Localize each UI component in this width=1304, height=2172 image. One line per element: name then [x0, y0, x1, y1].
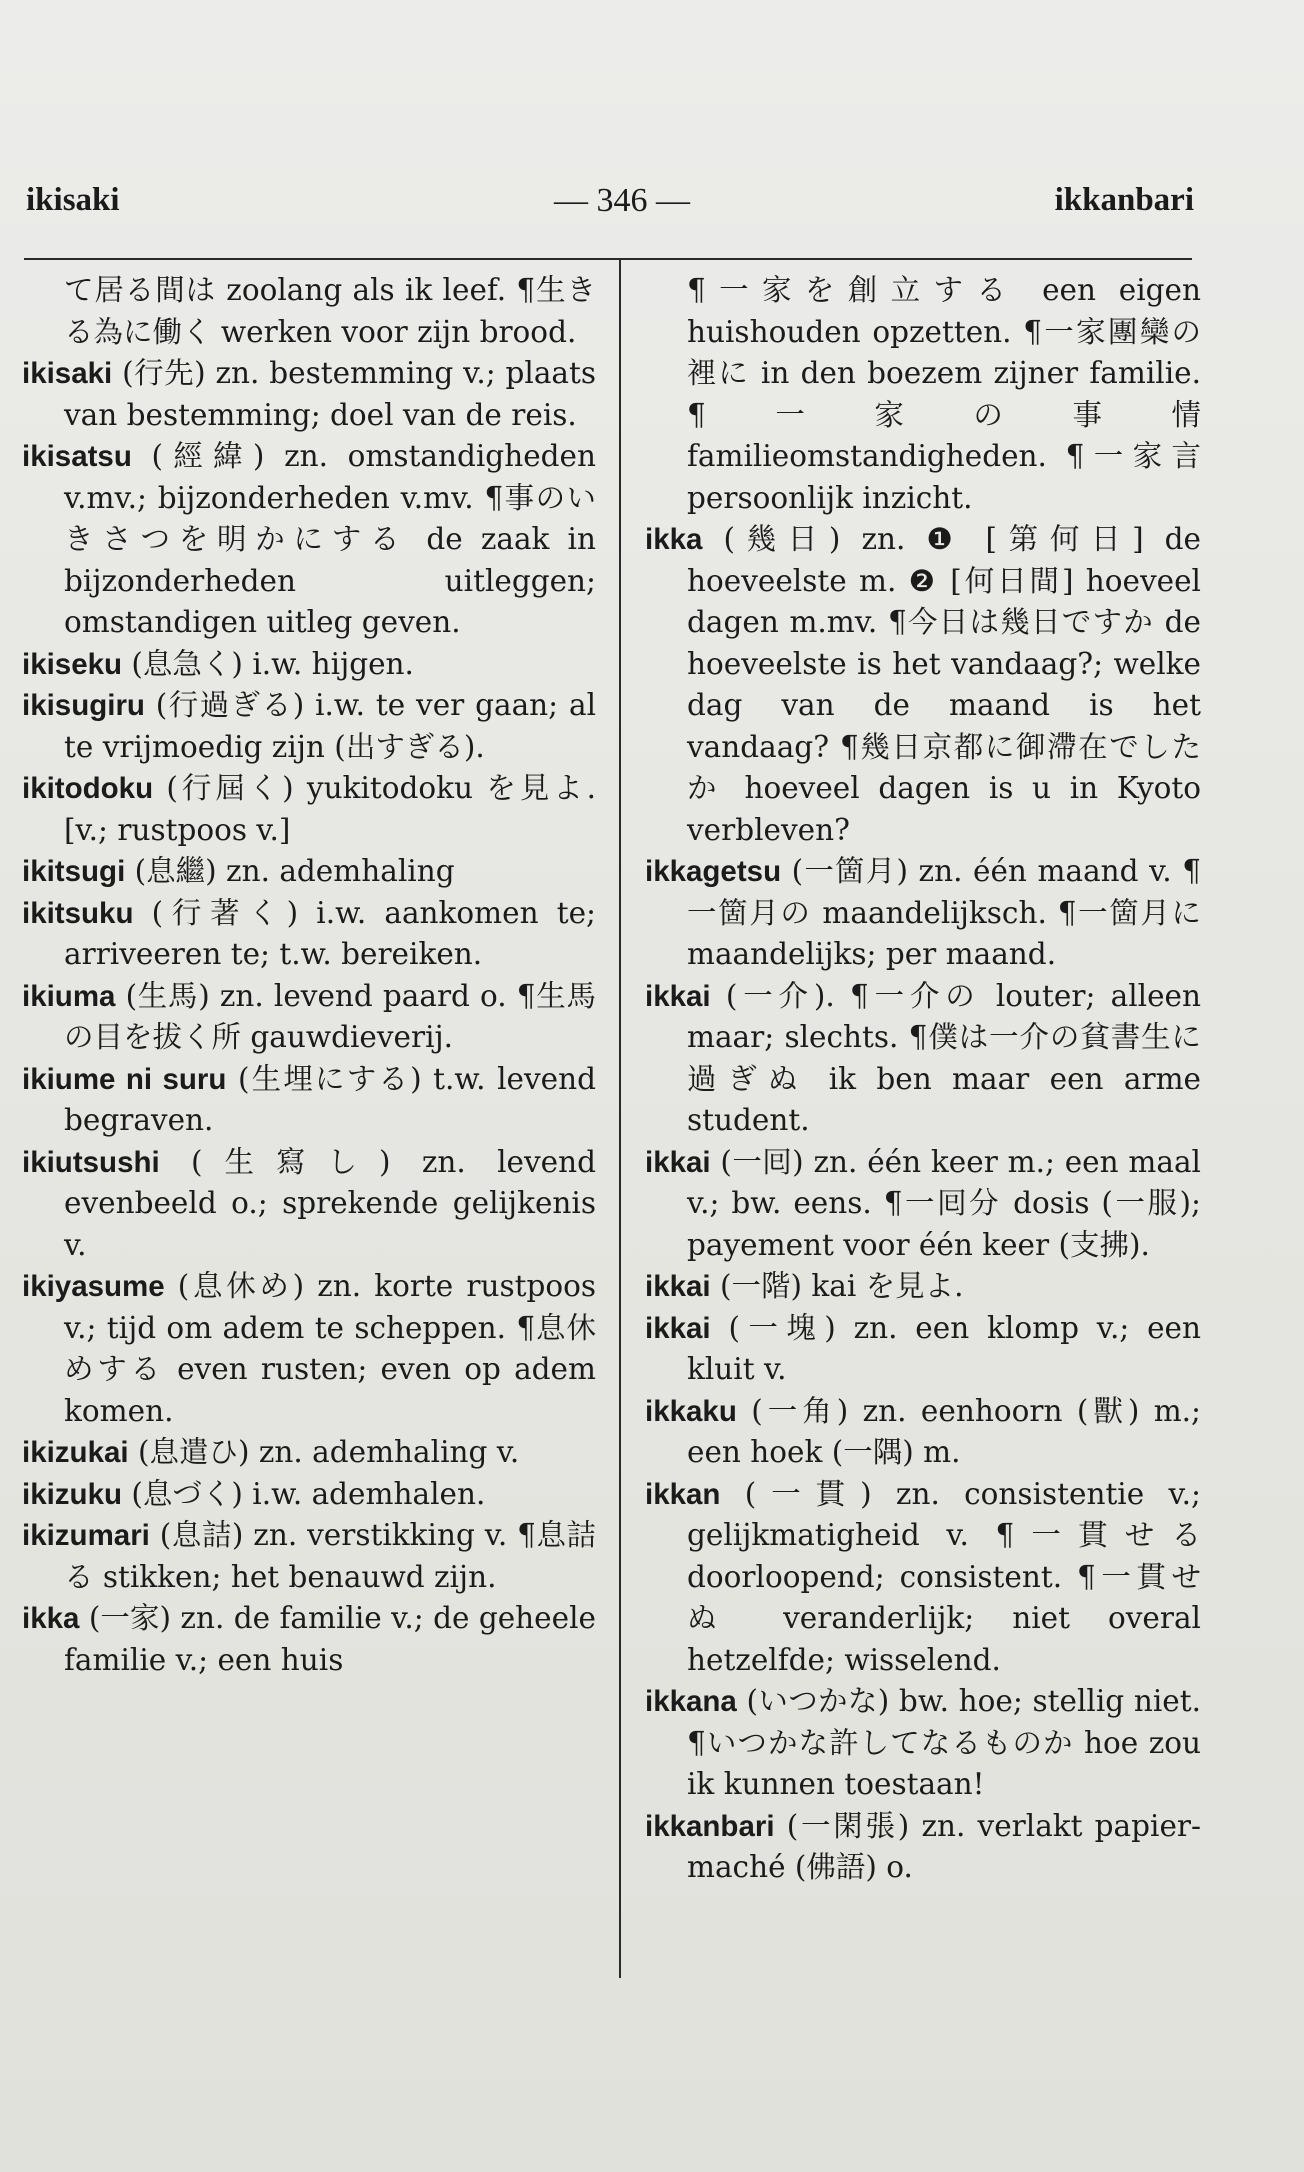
- page-header: [26, 182, 1194, 242]
- entry-headword: ikiume ni suru: [22, 1062, 227, 1096]
- entry-body: (一介). ¶一介の louter; alleen maar; slechts. ¶僕は一介の貧書生に過ぎぬ ik ben maar een arme student.: [687, 978, 1201, 1137]
- dictionary-entry: [645, 519, 1201, 851]
- entry-body: (行著く) i.w. aankomen te; arriveeren te; t.w. bereiken.: [64, 895, 596, 971]
- left-column: [22, 270, 596, 1681]
- entry-headword: ikkai: [645, 979, 711, 1013]
- dictionary-entry: [22, 893, 596, 976]
- entry-body: (息遣ひ) zn. ademhaling v.: [128, 1435, 520, 1469]
- dictionary-entry: [22, 976, 596, 1059]
- entry-body: (行過ぎる) i.w. te ver gaan; al te vrijmoedig zijn (出すぎる).: [64, 688, 596, 764]
- entry-headword: ikiutsushi: [22, 1145, 160, 1179]
- dictionary-entry: [22, 1598, 596, 1681]
- entry-headword: ikiuma: [22, 979, 116, 1013]
- dictionary-entry: [22, 644, 596, 686]
- dictionary-entry: [645, 851, 1201, 976]
- entry-headword: ikiseku: [22, 647, 123, 681]
- entry-headword: ikizumari: [22, 1519, 150, 1552]
- dictionary-entry: [22, 270, 596, 353]
- entry-headword: ikkan: [645, 1477, 721, 1511]
- entry-headword: ikkagetsu: [645, 855, 782, 888]
- entry-headword: ikkai: [645, 1311, 711, 1345]
- entry-headword: ikkai: [645, 1270, 711, 1303]
- entry-body: (息休め) zn. korte rustpoos v.; tijd om adem te scheppen. ¶息休めする even rusten; even op adem komen.: [64, 1269, 596, 1428]
- entry-body: (息繼) zn. ademhaling: [125, 854, 455, 888]
- header-rule: [24, 258, 1192, 260]
- entry-body: (生馬) zn. levend paard o. ¶生馬の目を拔く所 gauwdieverij.: [64, 978, 596, 1054]
- entry-body: (一閑張) zn. verlakt papier-maché (佛語) o.: [687, 1808, 1201, 1884]
- dictionary-entry: [645, 1474, 1201, 1682]
- entry-body: (一箇月) zn. één maand v. ¶一箇月の maandelijksch. ¶一箇月に maandelijks; per maand.: [687, 854, 1201, 971]
- dictionary-entry: [645, 1308, 1201, 1391]
- entry-headword: ikitodoku: [22, 772, 154, 805]
- entry-body: (幾日) zn. ❶ [第何日] de hoeveelste m. ❷ [何日間] hoeveel dagen m.mv. ¶今日は幾日ですか de hoeveelste is het vandaag?; welke dag van de maand is het vandaag? ¶幾日京都に御滯在でしたか hoeveel dagen is u in Kyoto verbleven?: [687, 522, 1201, 847]
- entry-headword: ikka: [645, 523, 703, 556]
- dictionary-entry: [645, 1681, 1201, 1806]
- dictionary-entry: [645, 976, 1201, 1142]
- entry-headword: ikitsugi: [22, 855, 126, 888]
- dictionary-entry: [22, 1515, 596, 1598]
- entry-headword: ikisatsu: [22, 440, 132, 473]
- dictionary-entry: [22, 851, 596, 893]
- entry-body: (息づく) i.w. ademhalen.: [122, 1476, 486, 1511]
- dictionary-entry: [645, 1142, 1201, 1267]
- dictionary-entry: [22, 353, 596, 436]
- entry-body: (經緯) zn. omstandigheden v.mv.; bijzonderheden v.mv. ¶事のいきさつを明かにする de zaak in bijzonderheden uitleggen; omstandigen uitleg geven.: [64, 439, 596, 639]
- dictionary-entry: [22, 1142, 596, 1267]
- dictionary-entry: [645, 1391, 1201, 1474]
- entry-body: (一囘) zn. één keer m.; een maal v.; bw. eens. ¶一囘分 dosis (一服); payement voor één keer (支拂).: [687, 1144, 1201, 1262]
- left-running-headword: ikisaki: [26, 182, 120, 218]
- entry-headword: ikiyasume: [22, 1270, 165, 1303]
- page-number: — 346 —: [554, 182, 690, 219]
- entry-headword: ikkana: [645, 1685, 737, 1718]
- right-column: [645, 270, 1201, 1889]
- dictionary-entry: [22, 1266, 596, 1432]
- dictionary-entry: [22, 1432, 596, 1474]
- dictionary-entry: [22, 685, 596, 768]
- dictionary-entry: [22, 1059, 596, 1142]
- entry-body: (一塊) zn. een klomp v.; een kluit v.: [687, 1310, 1201, 1386]
- dictionary-entry: [22, 768, 596, 851]
- entry-body: (行屆く) yukitodoku を見よ. [v.; rustpoos v.]: [64, 771, 596, 847]
- entry-body: (息詰) zn. verstikking v. ¶息詰る stikken; het benauwd zijn.: [64, 1518, 596, 1594]
- entry-body: (息急く) i.w. hijgen.: [122, 646, 414, 681]
- entry-headword: ikisugiru: [22, 689, 145, 722]
- entry-body: (いつかな) bw. hoe; stellig niet. ¶いつかな許してなるものか hoe zou ik kunnen toestaan!: [687, 1684, 1201, 1801]
- entry-body: (一家) zn. de familie v.; de geheele familie v.; een huis: [64, 1601, 596, 1677]
- entry-headword: ikkanbari: [645, 1809, 775, 1843]
- entry-headword: ikizuku: [22, 1477, 122, 1511]
- entry-body: (一角) zn. eenhoorn (獸) m.; een hoek (一隅) m.: [687, 1393, 1201, 1469]
- entry-body: (一貫) zn. consistentie v.; gelijkmatigheid v. ¶一貫せる doorloopend; consistent. ¶一貫せぬ veranderlijk; niet overal hetzelfde; wisselend.: [687, 1476, 1201, 1677]
- entry-body: ¶一家を創立する een eigen huishouden opzetten. ¶一家團欒の裡に in den boezem zijner familie. ¶一家の事情 familieomstandigheden. ¶一家言 persoonlijk inzicht.: [687, 273, 1201, 515]
- entry-body: て居る間は zoolang als ik leef. ¶生きる為に働く werken voor zijn brood.: [64, 273, 596, 349]
- entry-body: (行先) zn. bestemming v.; plaats van bestemming; doel van de reis.: [64, 356, 596, 432]
- entry-body: (一階) kai を見よ.: [710, 1269, 964, 1303]
- dictionary-entry: [22, 436, 596, 644]
- entry-headword: ikitsuku: [22, 896, 134, 930]
- dictionary-entry: [645, 1266, 1201, 1308]
- entry-headword: ikizukai: [22, 1436, 129, 1469]
- dictionary-entry: [645, 1806, 1201, 1889]
- entry-headword: ikisaki: [22, 357, 113, 390]
- dictionary-entry: [22, 1474, 596, 1516]
- column-divider: [619, 258, 621, 1978]
- dictionary-entry: [645, 270, 1201, 519]
- entry-body: (生寫し) zn. levend evenbeeld o.; sprekende gelijkenis v.: [64, 1144, 596, 1262]
- entry-headword: ikkaku: [645, 1394, 737, 1428]
- entry-body: (生埋にする) t.w. levend begraven.: [64, 1061, 596, 1137]
- entry-headword: ikka: [22, 1602, 80, 1635]
- entry-headword: ikkai: [645, 1145, 711, 1179]
- right-running-headword: ikkanbari: [1054, 182, 1194, 218]
